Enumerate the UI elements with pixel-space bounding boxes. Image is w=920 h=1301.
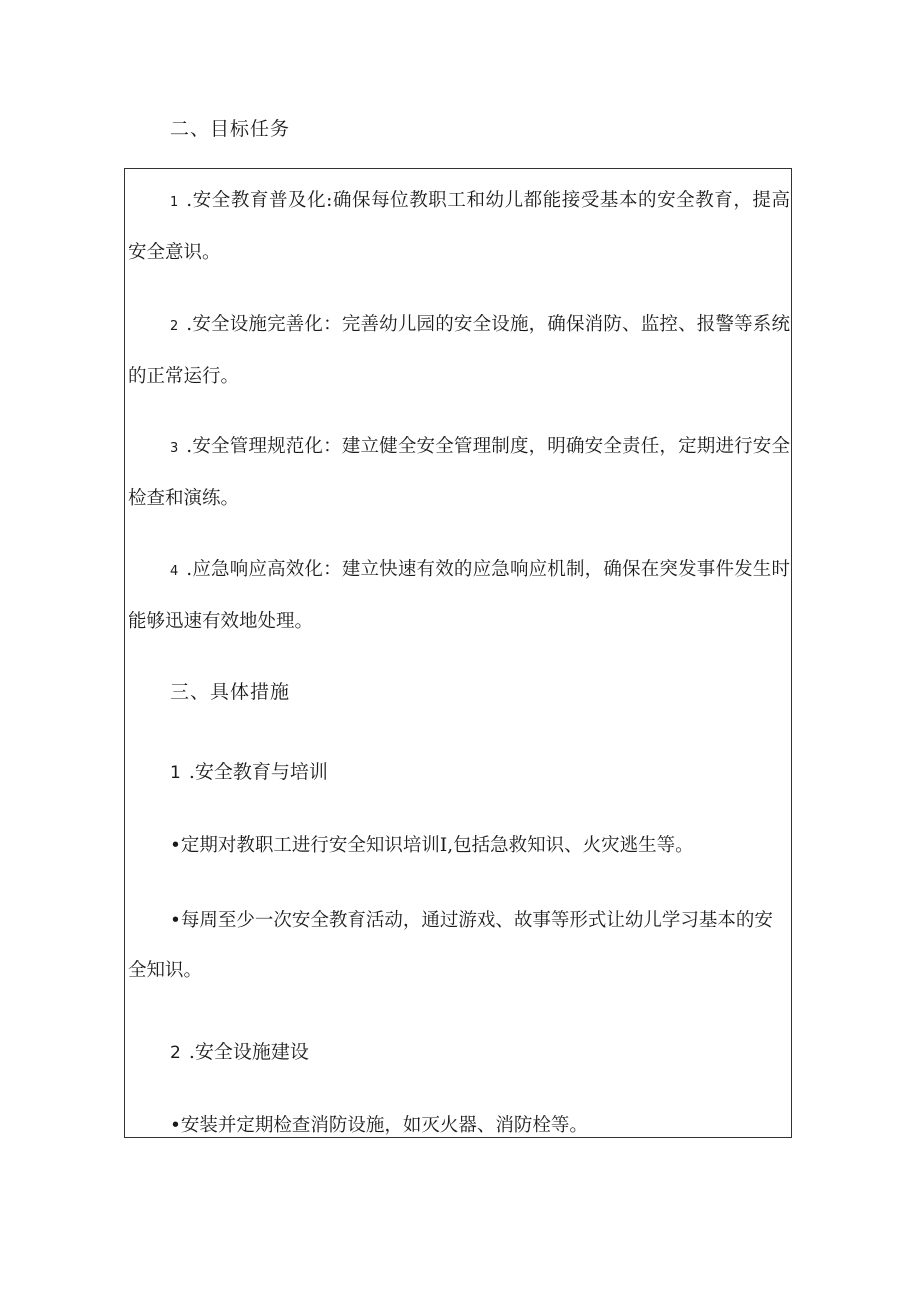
goal-item-2-number: 2 xyxy=(170,319,179,334)
goal-item-3 xyxy=(128,422,790,524)
goal-item-1-number: 1 xyxy=(170,195,179,210)
goal-item-4 xyxy=(128,545,790,647)
measure-1-number: 1 xyxy=(170,763,181,783)
goal-item-4-text: 建立快速有效的应急响应机制，确保在突发事件发生时能够迅速有效地处理。 xyxy=(128,559,790,632)
measure-2-number: 2 xyxy=(170,1043,181,1063)
section-2-heading: 二、目标任务 xyxy=(170,118,291,140)
measure-2-title xyxy=(170,1037,309,1064)
measure-2-bullet-1: •安装并定期检查消防设施，如灭火器、消防栓等。 xyxy=(170,1115,588,1136)
goal-item-3-number: 3 xyxy=(170,441,179,456)
goal-item-3-title: .安全管理规范化： xyxy=(186,436,342,457)
goal-item-2 xyxy=(128,300,790,402)
goal-item-1-title: .安全教育普及化: xyxy=(186,190,333,211)
measure-2-title-text: .安全设施建设 xyxy=(188,1041,309,1063)
goal-item-3-text: 建立健全安全管理制度，明确安全责任，定期进行安全检查和演练。 xyxy=(128,436,790,509)
measure-1-bullet-1: •定期对教职工进行安全知识培训I,包括急救知识、火灾逃生等。 xyxy=(170,835,694,856)
goal-item-4-number: 4 xyxy=(170,564,179,579)
goal-item-1-text: 确保每位教职工和幼儿都能接受基本的安全教育，提高安全意识。 xyxy=(128,190,790,263)
goal-item-1 xyxy=(128,176,790,278)
goal-item-2-title: .安全设施完善化： xyxy=(186,314,342,335)
section-3-heading: 三、具体措施 xyxy=(170,681,291,703)
measure-1-title xyxy=(170,757,328,784)
goal-item-2-text: 完善幼儿园的安全设施，确保消防、监控、报警等系统的正常运行。 xyxy=(128,314,790,387)
measure-1-bullet-2: •每周至少一次安全教育活动，通过游戏、故事等形式让幼儿学习基本的安全知识。 xyxy=(128,910,773,981)
measure-1-title-text: .安全教育与培训 xyxy=(188,761,328,783)
goal-item-4-title: .应急响应高效化： xyxy=(186,559,342,580)
